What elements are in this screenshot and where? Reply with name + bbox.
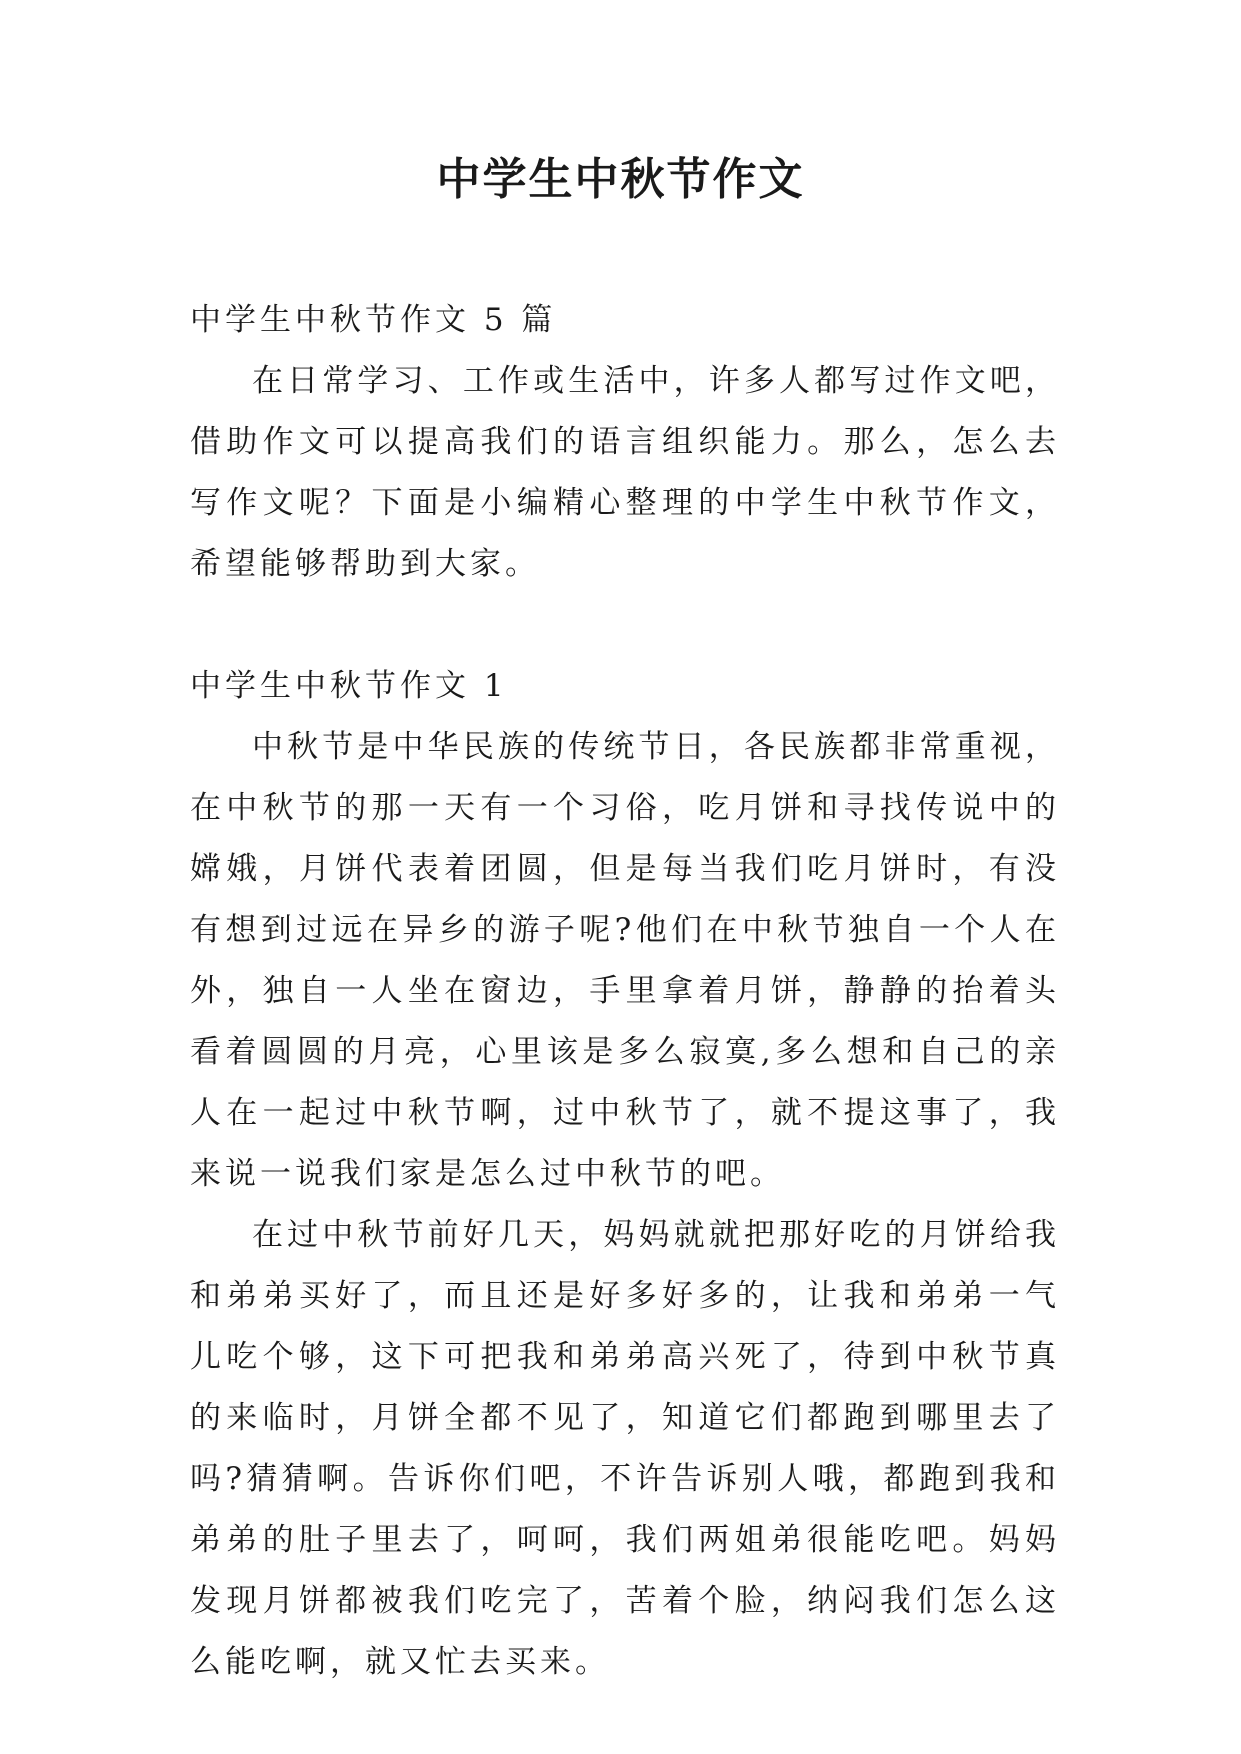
essay-1-paragraph-1: 中秋节是中华民族的传统节日，各民族都非常重视，在中秋节的那一天有一个习俗，吃月饼和寻找传说中的嫦娥，月饼代表着团圆，但是每当我们吃月饼时，有没有想到过远在异乡的游子呢?他们在中秋节独自一个人在外，独自一人坐在窗边，手里拿着月饼，静静的抬着头看着圆圆的月亮，心里该是多么寂寞,多么想和自己的亲人在一起过中秋节啊，过中秋节了，就不提这事了，我来说一说我们家是怎么过中秋节的吧。 [190,729,1060,1192]
intro-heading: 中学生中秋节作文 5 篇 [190,302,557,338]
section-spacer [190,595,1060,656]
document-title: 中学生中秋节作文 [436,154,805,205]
essay-1-heading: 中学生中秋节作文 1 [190,668,508,704]
document-body [190,290,1060,1693]
intro-paragraph: 在日常学习、工作或生活中，许多人都写过作文吧，借助作文可以提高我们的语言组织能力。那么，怎么去写作文呢？下面是小编精心整理的中学生中秋节作文，希望能够帮助到大家。 [190,363,1060,582]
essay-1-paragraph-2: 在过中秋节前好几天，妈妈就就把那好吃的月饼给我和弟弟买好了，而且还是好多好多的，让我和弟弟一气儿吃个够，这下可把我和弟弟高兴死了，待到中秋节真的来临时，月饼全都不见了，知道它们都跑到哪里去了吗?猜猜啊。告诉你们吧，不许告诉别人哦，都跑到我和弟弟的肚子里去了，呵呵，我们两姐弟很能吃吧。妈妈发现月饼都被我们吃完了，苦着个脸，纳闷我们怎么这么能吃啊，就又忙去买来。 [190,1217,1060,1680]
